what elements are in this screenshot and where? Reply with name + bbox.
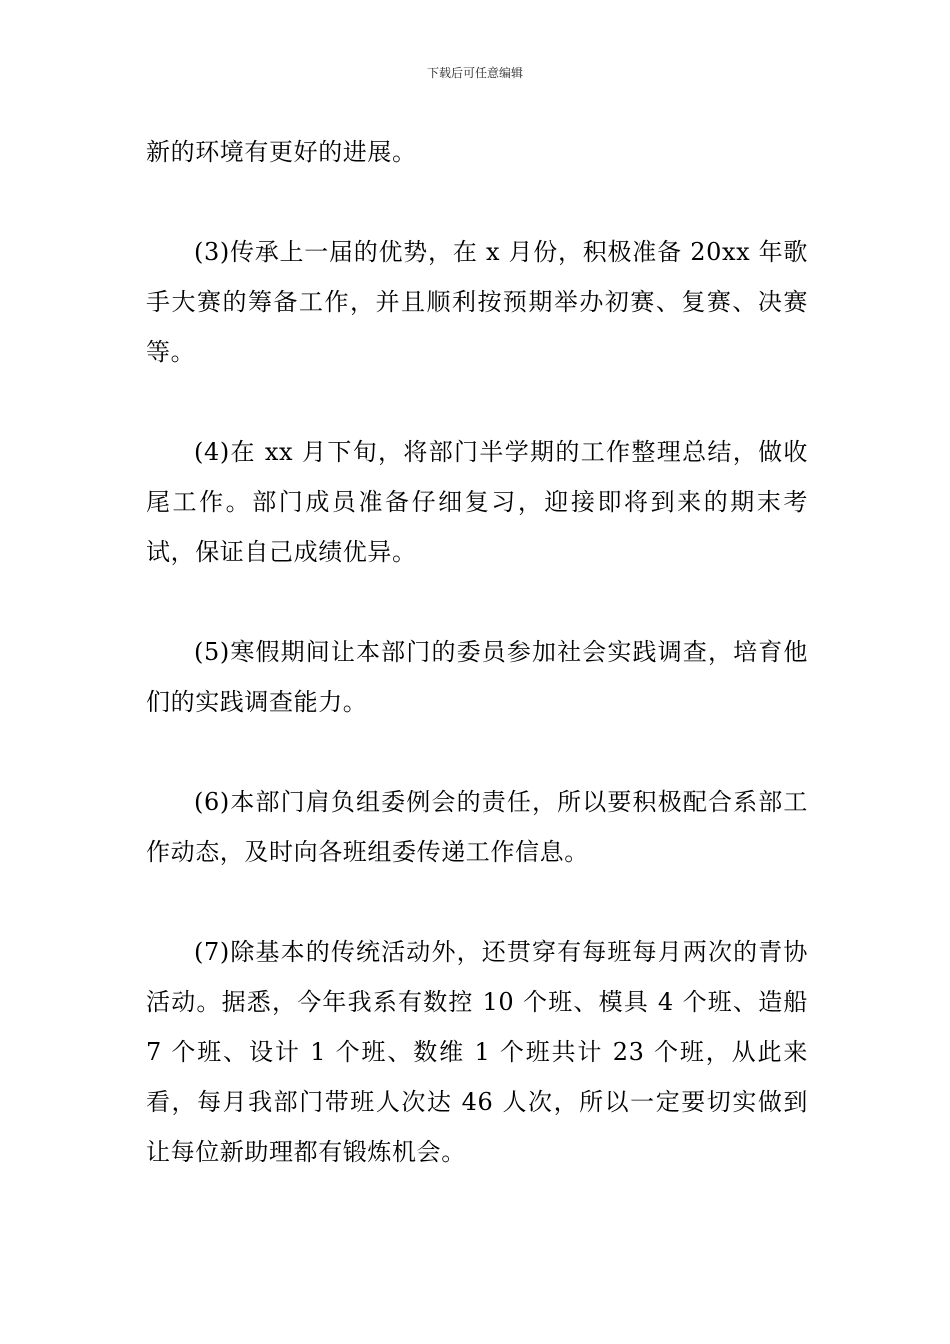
paragraph-item-4: (4)在 xx 月下旬，将部门半学期的工作整理总结，做收尾工作。部门成员准备仔细复习，迎接即将到来的期末考试，保证自己成绩优异。: [146, 438, 808, 566]
page-header: 下载后可任意编辑: [426, 66, 523, 80]
paragraph-item-6: (6)本部门肩负组委例会的责任，所以要积极配合系部工作动态，及时向各班组委传递工作信息。: [146, 788, 808, 866]
paragraph-item-7: (7)除基本的传统活动外，还贯穿有每班每月两次的青协活动。据悉，今年我系有数控 10 个班、模具 4 个班、造船 7 个班、设计 1 个班、数维 1 个班共计 23 个班，从此来看，每月我部门带班人次达 46 人次，所以一定要切实做到让每位新助理都有锻炼机会。: [146, 938, 808, 1166]
paragraph-item-3: (3)传承上一届的优势，在 x 月份，积极准备 20xx 年歌手大赛的筹备工作，并且顺利按预期举办初赛、复赛、决赛等。: [146, 238, 808, 366]
paragraph-item-5: (5)寒假期间让本部门的委员参加社会实践调查，培育他们的实践调查能力。: [146, 638, 808, 716]
paragraph-continuation: 新的环境有更好的进展。: [146, 138, 417, 166]
document-body: [146, 127, 808, 1177]
